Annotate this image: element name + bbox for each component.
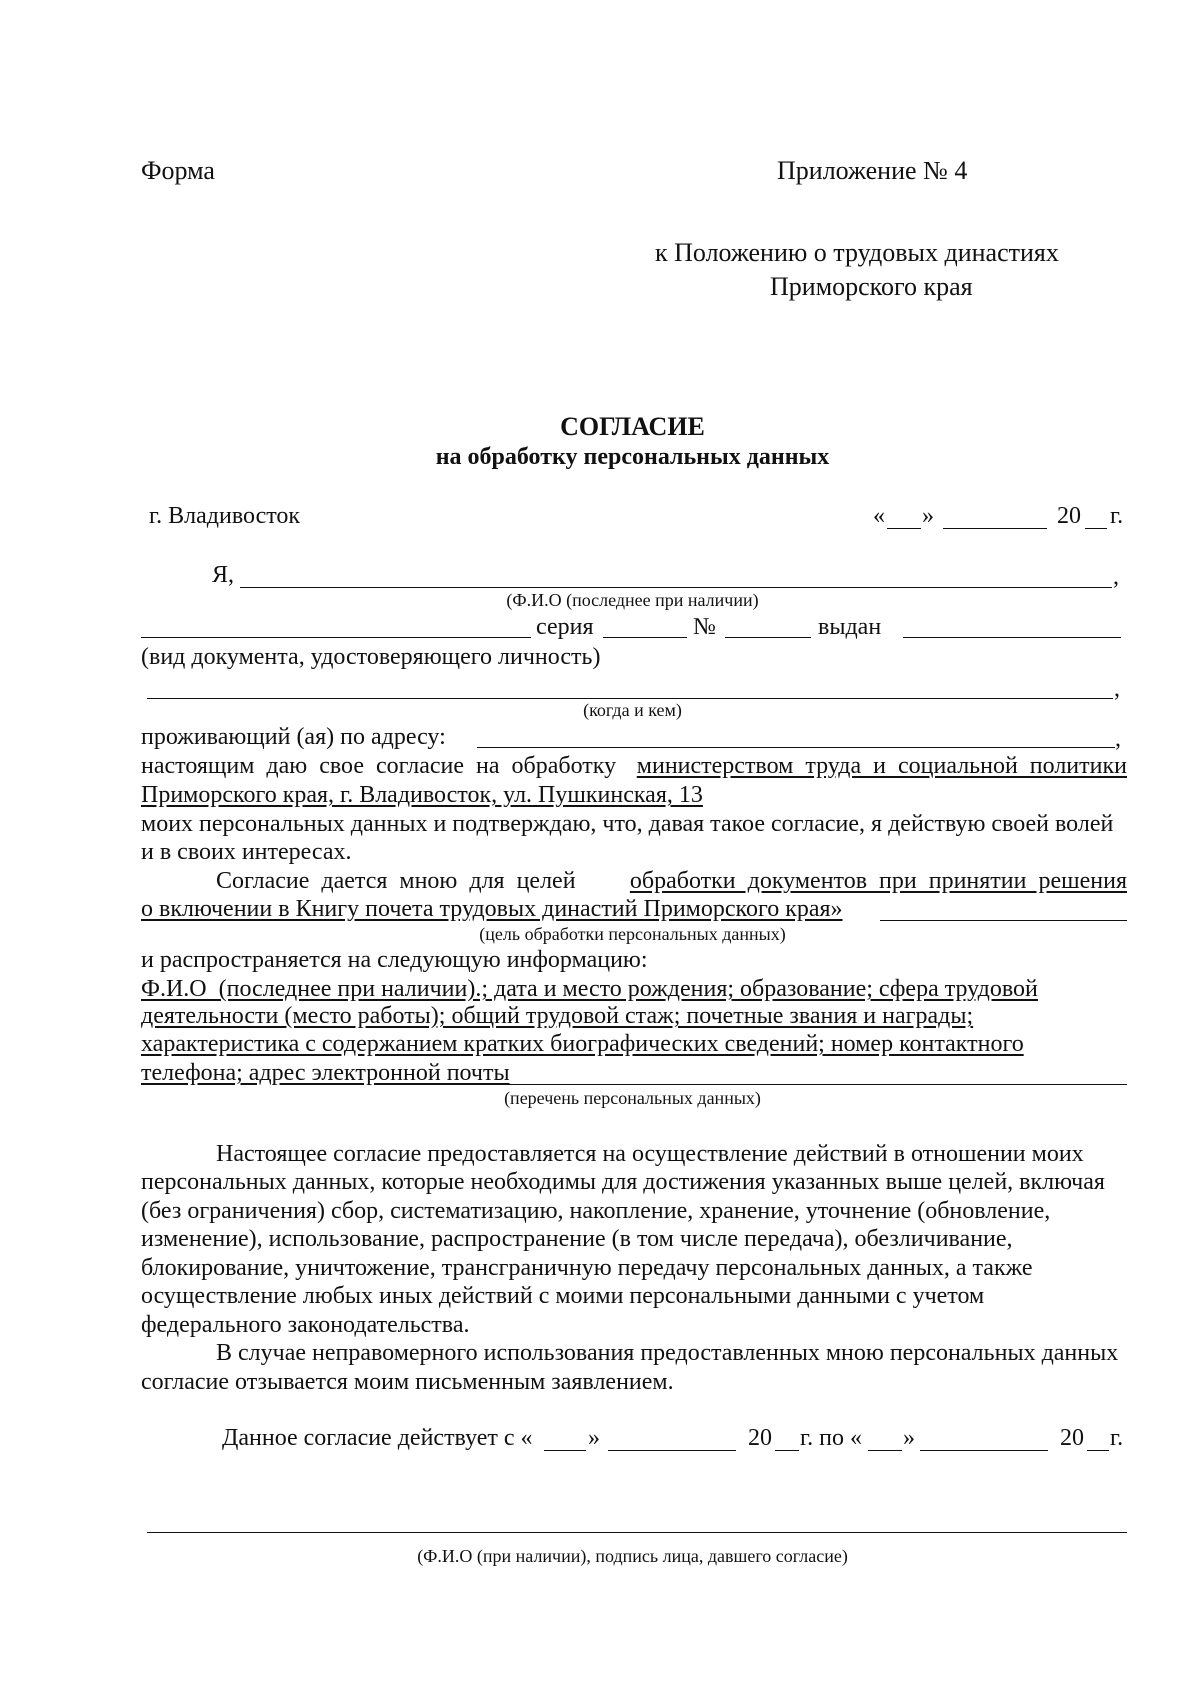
to-year-prefix: 20 [1060,1425,1084,1451]
from-day-blank[interactable] [544,1450,586,1451]
fio-blank[interactable] [240,587,1112,588]
info-line-3: характеристика с содержанием кратких биографических сведений; номер контактного [141,1031,1024,1057]
purpose-caption: (цель обработки персональных данных) [479,924,786,944]
address-comma: , [1115,726,1121,752]
doc-type-blank[interactable] [141,637,531,638]
from-year-blank[interactable] [775,1450,799,1451]
date-open-quote: « [873,503,885,529]
to-close-quote: » [903,1425,915,1451]
signature-caption: (Ф.И.О (при наличии), подпись лица, давшего согласие) [417,1546,848,1566]
from-close-quote: » [588,1425,600,1451]
fio-comma: , [1113,564,1119,590]
document-subtitle: на обработку персональных данных [435,444,830,470]
date-year-prefix: 20 [1057,503,1081,529]
operator-address: Приморского края, г. Владивосток, ул. Пушкинская, 13 [141,782,703,808]
revoke-line-1: В случае неправомерного использования предоставленных мною персональных данных [216,1340,1119,1366]
consent-line-4: и в своих интересах. [141,839,352,865]
actions-line-4: изменение), использование, распространение (в том числе передача), обезличивание, [141,1226,1013,1252]
from-month-blank[interactable] [608,1450,736,1451]
info-line-4: телефона; адрес электронной почты [141,1060,510,1086]
form-label: Форма [141,156,215,185]
address-blank[interactable] [477,747,1115,748]
to-day-blank[interactable] [868,1450,902,1451]
series-blank[interactable] [603,637,687,638]
doc-type-caption: (вид документа, удостоверяющего личность) [141,644,601,670]
to-year-blank[interactable] [1087,1450,1109,1451]
issued-label: выдан [818,614,882,640]
actions-line-1: Настоящее согласие предоставляется на осуществление действий в отношении моих [216,1141,1084,1167]
revoke-line-2: согласие отзывается моим письменным заявлением. [141,1369,674,1395]
address-label: проживающий (ая) по адресу: [141,724,446,750]
date-year-blank[interactable] [1085,528,1107,529]
actions-line-7: федерального законодательства. [141,1312,470,1338]
consent-line-1 [141,752,1127,780]
consent-line-3: моих персональных данных и подтверждаю, что, давая такое согласие, я действую своей волей [141,811,1114,837]
info-line-1 [141,975,1127,1003]
regulation-line-1: к Положению о трудовых династиях [655,238,1059,267]
purpose-text: обработки документов при принятии решения [629,868,1127,894]
date-day-blank[interactable] [887,528,921,529]
purpose-line-2: о включении в Книгу почета трудовых династий Приморского края» [141,896,843,922]
validity-to-label: г. по « [800,1425,862,1451]
info-blank [500,1084,1127,1085]
number-blank[interactable] [725,637,811,638]
operator-name: министерством труда и социальной политики [636,753,1127,779]
purpose-intro: Согласие дается мною для целей [216,868,576,894]
purpose-blank [880,920,1127,921]
city: г. Владивосток [149,503,301,529]
consent-text: настоящим даю свое согласие на обработку [141,753,617,779]
info-text-1: Ф.И.О (последнее при наличии).; дата и место рождения; образование; сфера трудовой [141,976,1038,1002]
validity-from-label: Данное согласие действует с « [222,1425,533,1451]
when-caption: (когда и кем) [583,700,682,720]
from-year-prefix: 20 [748,1425,772,1451]
to-month-blank[interactable] [920,1450,1048,1451]
fio-caption: (Ф.И.О (последнее при наличии) [506,590,759,610]
ya-label: Я, [212,562,235,588]
date-month-blank[interactable] [943,528,1047,529]
actions-line-3: (без ограничения) сбор, систематизацию, накопление, хранение, уточнение (обновление, [141,1198,1051,1224]
actions-line-2: персональных данных, которые необходимы для достижения указанных выше целей, включая [141,1169,1105,1195]
to-year-suffix: г. [1110,1425,1124,1451]
document-title: СОГЛАСИЕ [560,412,705,441]
date-year-suffix: г. [1110,503,1124,529]
issued-blank[interactable] [903,637,1121,638]
series-label: серия [536,614,594,640]
signature-blank[interactable] [147,1532,1127,1533]
number-label: № [693,614,716,640]
info-line-2: деятельности (место работы); общий трудовой стаж; почетные звания и награды; [141,1003,974,1029]
info-intro: и распространяется на следующую информацию: [141,947,648,973]
info-caption: (перечень персональных данных) [504,1088,761,1108]
appendix-number: Приложение № 4 [777,156,968,185]
regulation-line-2: Приморского края [770,272,973,301]
actions-line-5: блокирование, уничтожение, трансграничную передачу персональных данных, а также [141,1255,1033,1281]
date-close-quote: » [922,503,934,529]
purpose-line-1 [216,867,1127,895]
when-comma: , [1114,676,1120,702]
actions-line-6: осуществление любых иных действий с моими персональными данными с учетом [141,1283,985,1309]
